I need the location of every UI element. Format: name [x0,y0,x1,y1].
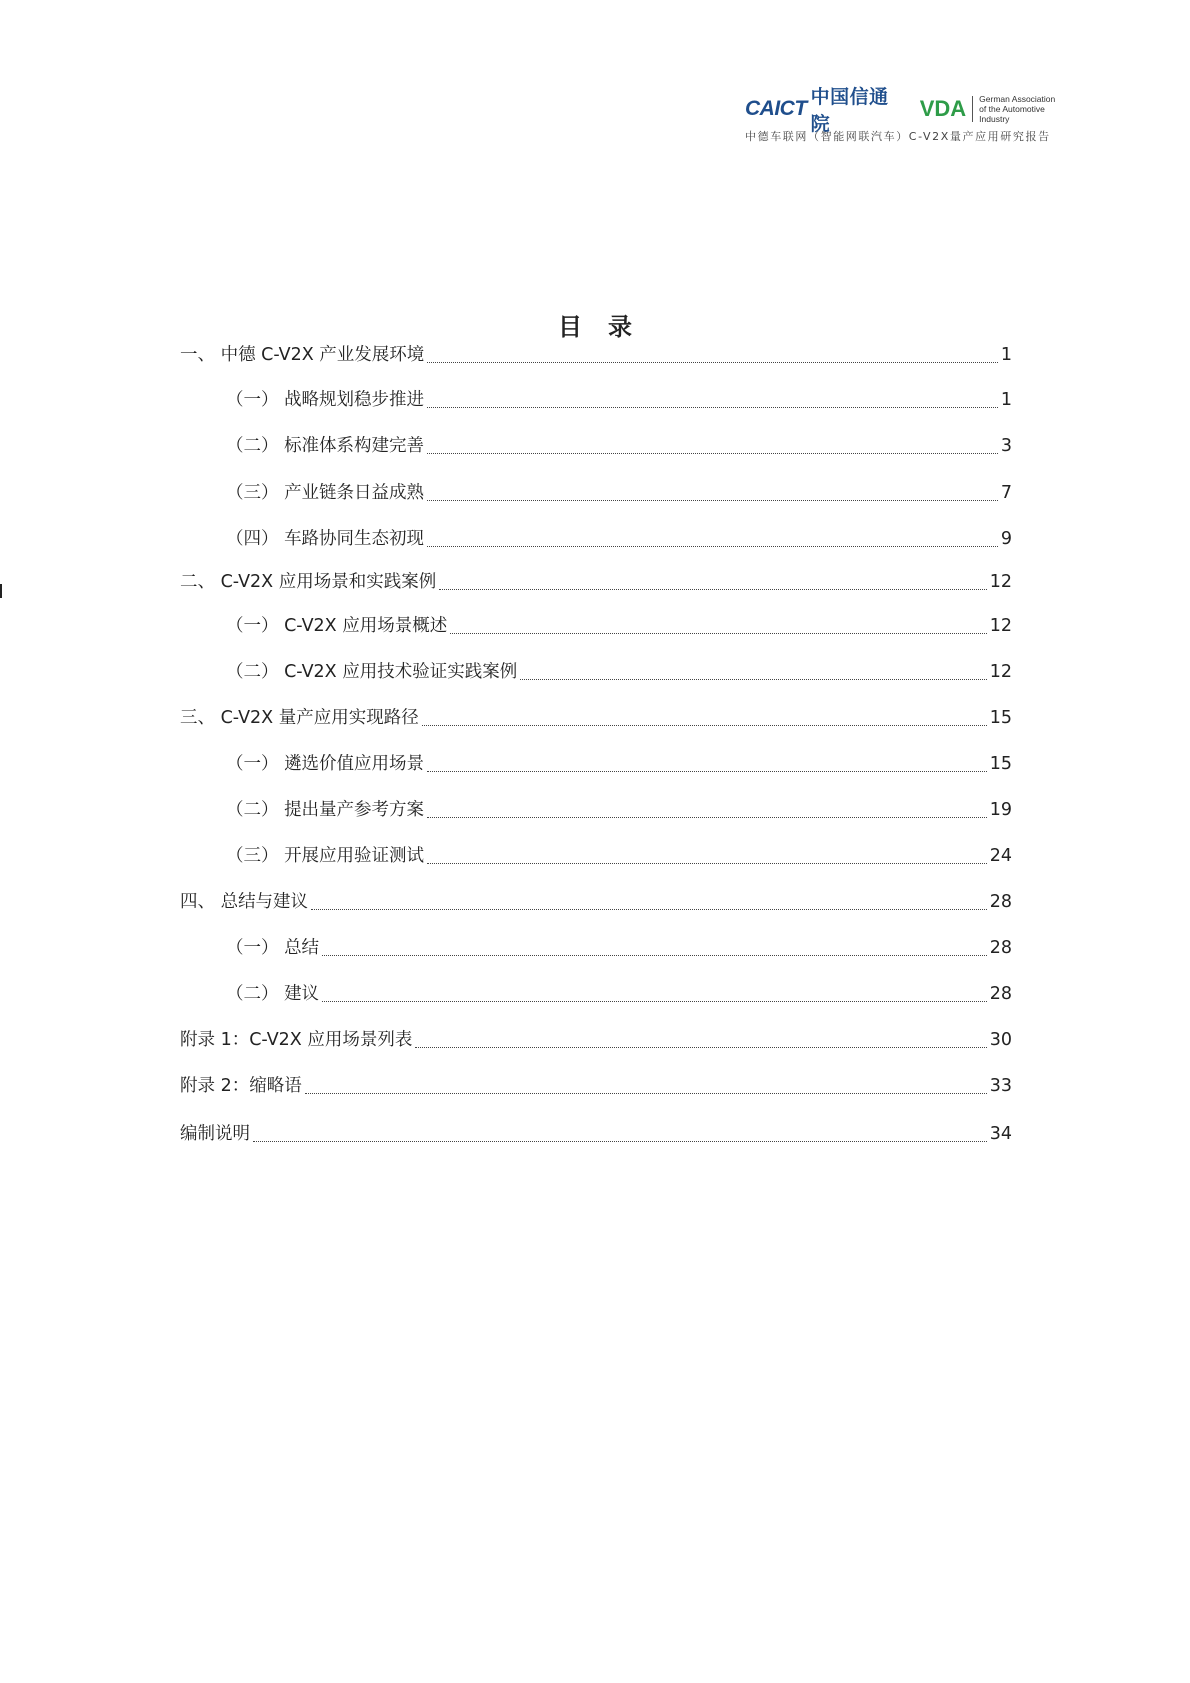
toc-entry-label: 附录 2：缩略语 [180,1076,302,1096]
toc-entry-page: 30 [989,1030,1012,1050]
toc-leader-dots [520,678,986,680]
toc-entry[interactable] [180,1026,1012,1052]
toc-entry-label: （三） 产业链条日益成熟 [226,483,425,503]
caict-cn-logo: 中国信通院 [810,86,889,135]
toc-entry-label: （二） 建议 [226,984,320,1004]
toc-entry[interactable] [226,658,1012,684]
toc-entry-page: 12 [989,572,1012,592]
toc-leader-dots [427,770,987,772]
toc-entry-page: 33 [989,1076,1012,1096]
toc-entry-page: 15 [989,754,1012,774]
toc-leader-dots [427,862,987,864]
toc-leader-dots [311,908,987,910]
vda-subtitle-line-1: German Association [979,94,1056,104]
toc-entry[interactable] [226,432,1012,458]
toc-leader-dots [427,545,998,547]
toc-entry[interactable] [226,525,1012,551]
toc-entry-label: 四、 总结与建议 [180,892,309,912]
toc-entry[interactable] [226,479,1012,505]
vda-divider [972,96,973,122]
toc-entry-page: 9 [1000,529,1012,549]
toc-entry[interactable] [180,1120,1012,1146]
toc-entry-label: 一、 中德 C-V2X 产业发展环境 [180,345,425,365]
toc-leader-dots [253,1140,987,1142]
toc-entry-label: （一） 战略规划稳步推进 [226,390,425,410]
toc-entry-label: （二） 标准体系构建完善 [226,436,425,456]
toc-entry[interactable] [226,980,1012,1006]
vda-subtitle [979,94,1075,124]
toc-leader-dots [427,406,998,408]
toc-entry[interactable] [226,842,1012,868]
toc-leader-dots [422,724,987,726]
toc-leader-dots [322,1000,987,1002]
vda-subtitle-line-2: of the Automotive Industry [979,104,1045,124]
toc-entry[interactable] [226,386,1012,412]
page-header [745,86,1075,152]
toc-entry[interactable] [180,888,1012,914]
toc-entry-label: （一） C-V2X 应用场景概述 [226,616,448,636]
toc-entry-label: 附录 1：C-V2X 应用场景列表 [180,1030,413,1050]
toc-entry-page: 28 [989,938,1012,958]
toc-leader-dots [427,452,998,454]
toc-entry[interactable] [226,796,1012,822]
toc-entry-label: （二） 提出量产参考方案 [226,800,425,820]
toc-leader-dots [415,1046,986,1048]
toc-leader-dots [427,361,998,363]
toc-entry-page: 19 [989,800,1012,820]
toc-entry[interactable] [226,750,1012,776]
toc-entry-label: 二、 C-V2X 应用场景和实践案例 [180,572,437,592]
toc-entry-page: 1 [1000,390,1012,410]
toc-entry-page: 15 [989,708,1012,728]
toc-entry-page: 24 [989,846,1012,866]
toc-entry[interactable] [226,612,1012,638]
toc-entry-label: 编制说明 [180,1124,250,1144]
toc-leader-dots [427,816,987,818]
toc-entry[interactable] [180,568,1012,594]
toc-leader-dots [450,632,986,634]
page-edge-mark [0,584,2,598]
toc-entry-page: 12 [989,616,1012,636]
toc-entry-label: （三） 开展应用验证测试 [226,846,425,866]
toc-entry-page: 1 [1000,345,1012,365]
toc-entry-page: 28 [989,892,1012,912]
toc-entry-page: 28 [989,984,1012,1004]
toc-entry-page: 3 [1000,436,1012,456]
toc-title: 目录 [558,313,658,341]
toc-entry-label: （四） 车路协同生态初现 [226,529,425,549]
toc-entry-page: 34 [989,1124,1012,1144]
toc-entry[interactable] [226,934,1012,960]
toc-entry[interactable] [180,341,1012,367]
caict-logo: CAICT [745,97,807,120]
vda-logo: VDA [919,96,967,121]
toc-entry-label: （一） 总结 [226,938,320,958]
toc-entry[interactable] [180,704,1012,730]
toc-entry-page: 12 [989,662,1012,682]
toc-leader-dots [427,499,998,501]
logo-row [745,86,1075,135]
toc-entry[interactable] [180,1072,1012,1098]
toc-leader-dots [439,588,986,590]
toc-leader-dots [322,954,987,956]
toc-entry-page: 7 [1000,483,1012,503]
report-title: 中德车联网（智能网联汽车）C-V2X量产应用研究报告 [745,130,1051,143]
toc-entry-label: 三、 C-V2X 量产应用实现路径 [180,708,419,728]
toc-entry-label: （一） 遴选价值应用场景 [226,754,425,774]
toc-leader-dots [305,1092,987,1094]
toc-entry-label: （二） C-V2X 应用技术验证实践案例 [226,662,518,682]
